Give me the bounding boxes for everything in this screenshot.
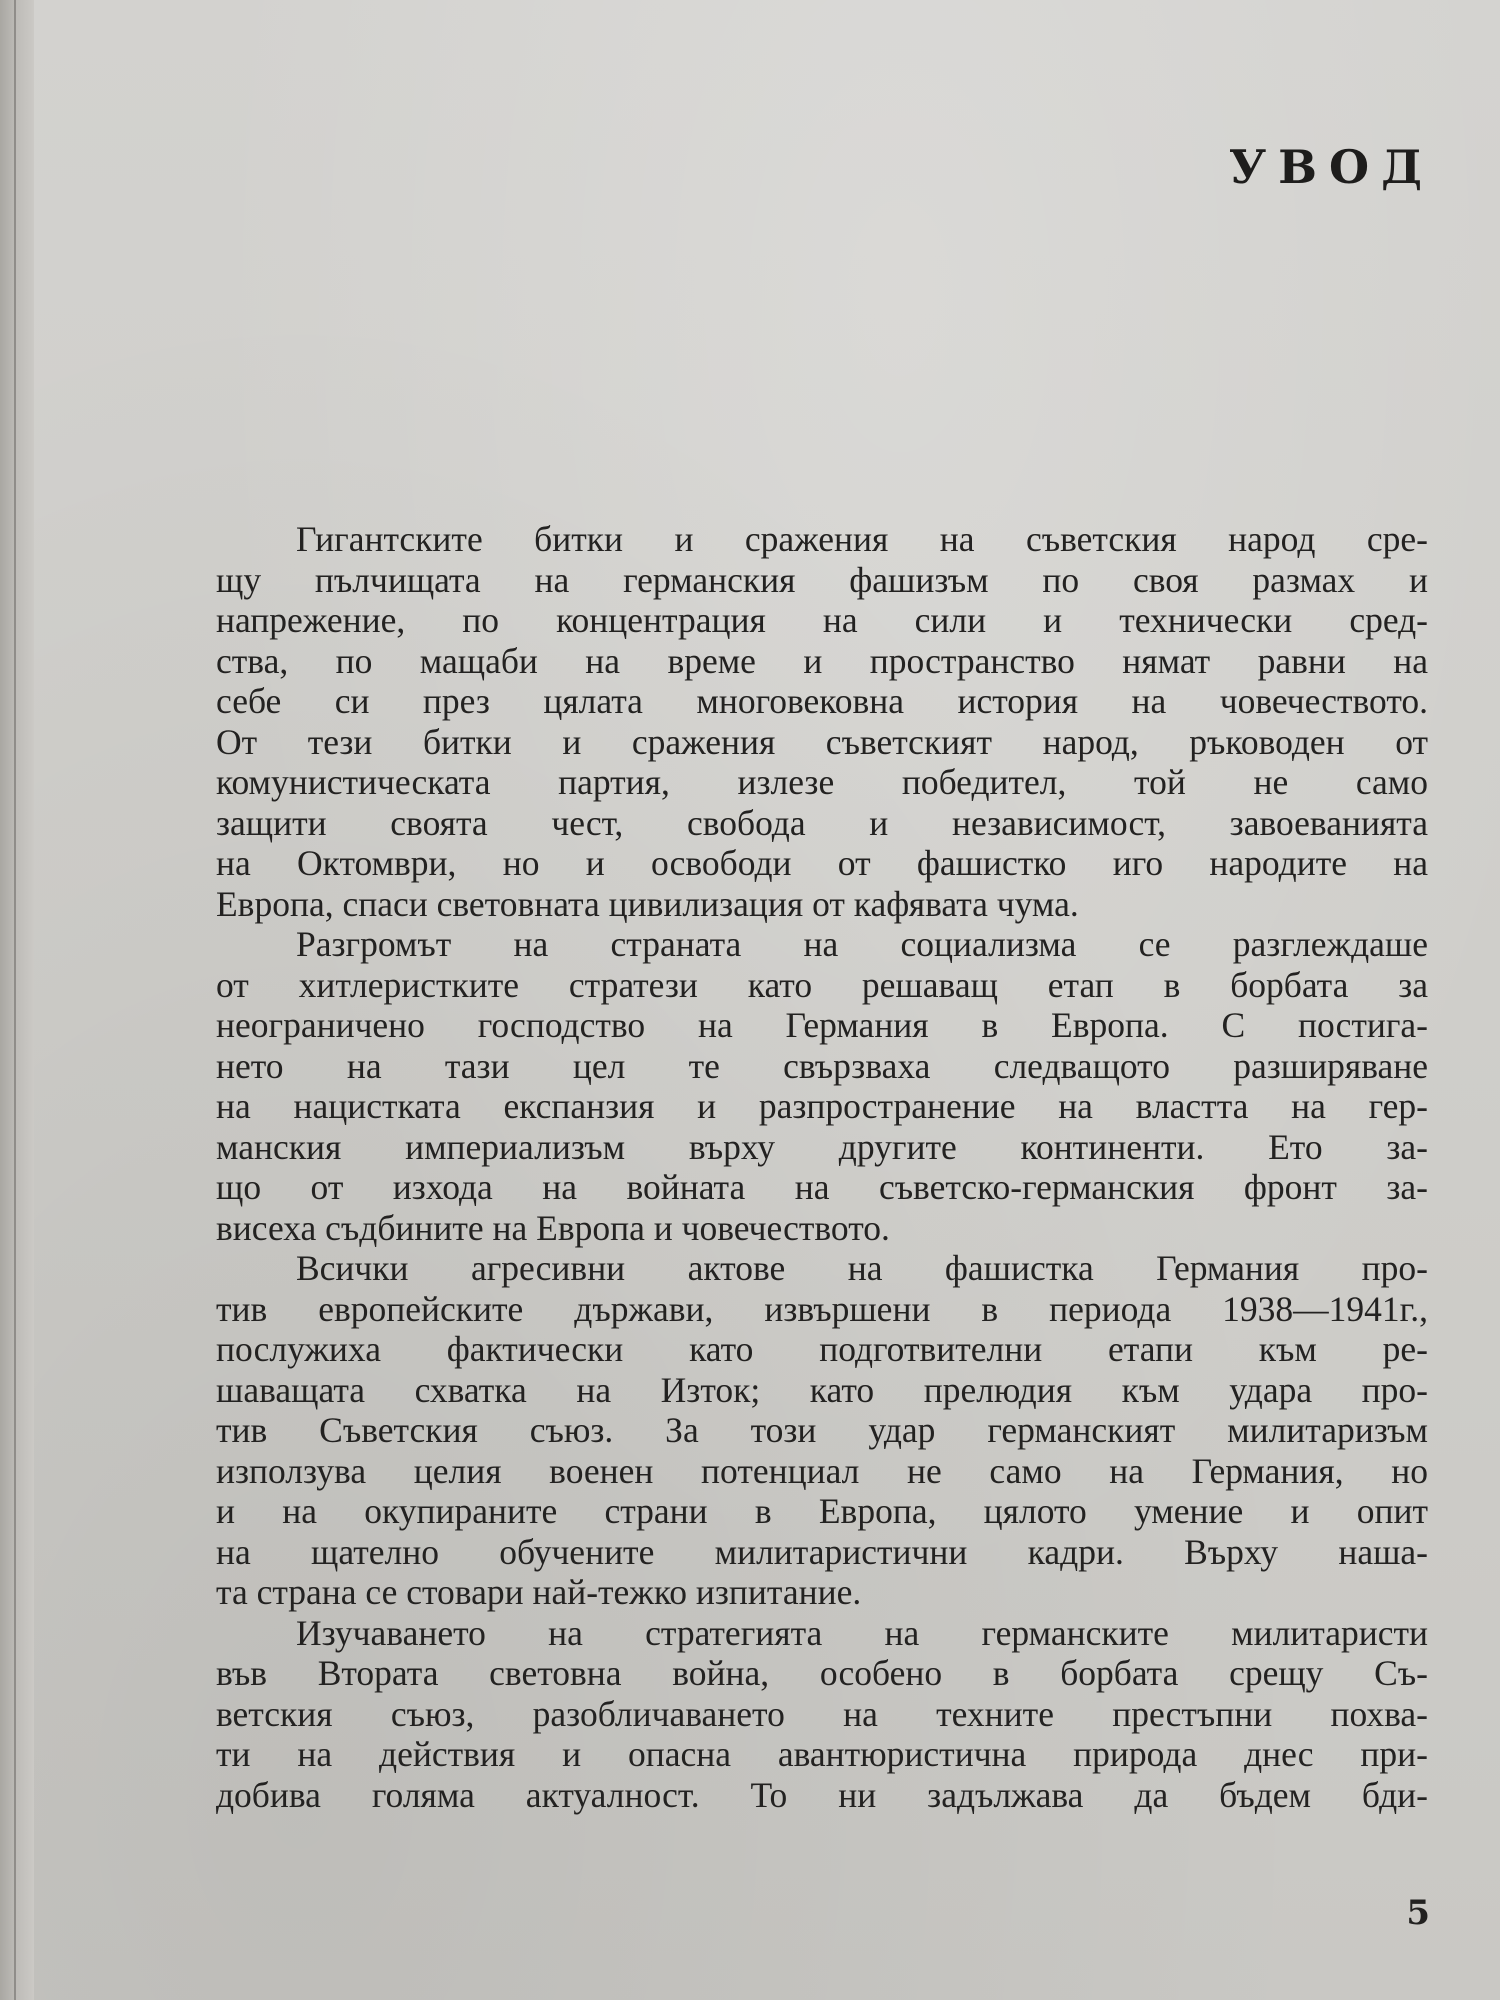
- text-line: ства, по мащаби на време и пространство нямат равни на: [216, 640, 1428, 681]
- text-line: тив европейските държави, извършени в периода 1938—1941г.,: [216, 1288, 1428, 1329]
- text-line: Изучаването на стратегията на германските милитаристи: [296, 1612, 1428, 1653]
- text-line: та страна се стовари най-тежко изпитание.: [216, 1572, 862, 1612]
- text-line: напрежение, по концентрация на сили и технически сред-: [216, 600, 1428, 640]
- text-line: Разгромът на страната на социализма се разглеждаше: [296, 924, 1428, 964]
- text-line: нето на тази цел те свързваха следващото разширяване: [216, 1045, 1428, 1086]
- text-line: тив Съветския съюз. За този удар германският милитаризъм: [216, 1410, 1428, 1450]
- chapter-title: УВОД: [1228, 140, 1434, 194]
- text-line: във Втората световна война, особено в борбата срещу Съ-: [216, 1653, 1428, 1693]
- text-line: Гигантските битки и сражения на съветския народ сре-: [296, 519, 1428, 559]
- text-line: неограничено господство на Германия в Европа. С постига-: [216, 1005, 1428, 1045]
- text-line: себе си през цялата многовековна история на човечеството.: [216, 681, 1428, 721]
- text-line: ти на действия и опасна авантюристична природа днес при-: [216, 1734, 1428, 1774]
- text-line: Всички агресивни актове на фашистка Германия про-: [296, 1248, 1428, 1288]
- text-line: и на окупираните страни в Европа, цялото умение и опит: [216, 1491, 1428, 1531]
- text-line: ветския съюз, разобличаването на техните престъпни похва-: [216, 1693, 1428, 1734]
- text-line: комунистическата партия, излезе победител, той не само: [216, 762, 1428, 802]
- text-line: шаващата схватка на Изток; като прелюдия към удара про-: [216, 1369, 1428, 1410]
- text-line: на нацистката експанзия и разпространение на властта на гер-: [216, 1086, 1428, 1126]
- page-number: 5: [1406, 1893, 1430, 1933]
- text-line: от хитлеристките стратези като решаващ етап в борбата за: [216, 964, 1428, 1005]
- body-text: [216, 519, 1428, 1815]
- text-line: манския империализъм върху другите континенти. Ето за-: [216, 1126, 1428, 1167]
- text-line: висеха съдбините на Европа и човечеството.: [216, 1207, 890, 1248]
- text-line: на щателно обучените милитаристични кадри. Върху наша-: [216, 1531, 1428, 1572]
- page-gutter-line: [14, 0, 16, 2000]
- text-line: Европа, спаси световната цивилизация от кафявата чума.: [216, 883, 1079, 924]
- text-line: От тези битки и сражения съветският народ, ръководен от: [216, 721, 1428, 762]
- text-line: защити своята чест, свобода и независимост, завоеванията: [216, 802, 1428, 843]
- text-line: послужиха фактически като подготвителни етапи към ре-: [216, 1329, 1428, 1369]
- book-spine: [0, 0, 34, 2000]
- text-line: що от изхода на войната на съветско-германския фронт за-: [216, 1167, 1428, 1207]
- text-line: на Октомври, но и освободи от фашистко иго народите на: [216, 843, 1428, 883]
- text-line: щу пълчищата на германския фашизъм по своя размах и: [216, 559, 1428, 600]
- text-line: добива голяма актуалност. То ни задължава да бъдем бди-: [216, 1774, 1428, 1815]
- text-line: използува целия военен потенциал не само на Германия, но: [216, 1450, 1428, 1491]
